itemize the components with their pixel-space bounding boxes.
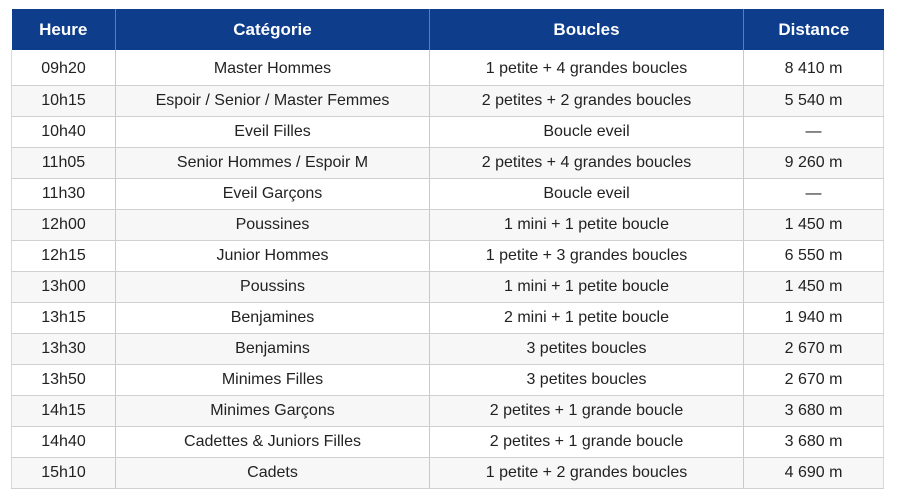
table-row (12, 117, 884, 148)
header-distance: Distance (744, 9, 884, 50)
cell-boucles: Boucle eveil (430, 179, 744, 210)
cell-distance: 3 680 m (744, 396, 884, 427)
table-row (12, 179, 884, 210)
cell-categorie: Poussins (116, 272, 430, 303)
cell-boucles: 2 petites + 4 grandes boucles (430, 148, 744, 179)
table-row (12, 241, 884, 272)
cell-boucles: 1 mini + 1 petite boucle (430, 210, 744, 241)
table-row (12, 50, 884, 86)
cell-categorie: Minimes Garçons (116, 396, 430, 427)
table-row (12, 396, 884, 427)
table-row (12, 334, 884, 365)
table-row (12, 86, 884, 117)
cell-categorie: Master Hommes (116, 50, 430, 86)
cell-categorie: Poussines (116, 210, 430, 241)
schedule-table (11, 9, 884, 489)
header-categorie: Catégorie (116, 9, 430, 50)
header-heure: Heure (12, 9, 116, 50)
table-row (12, 148, 884, 179)
cell-heure: 13h30 (12, 334, 116, 365)
cell-distance: — (744, 179, 884, 210)
table-row (12, 427, 884, 458)
cell-boucles: 1 mini + 1 petite boucle (430, 272, 744, 303)
cell-heure: 10h40 (12, 117, 116, 148)
cell-boucles: 2 mini + 1 petite boucle (430, 303, 744, 334)
cell-categorie: Minimes Filles (116, 365, 430, 396)
cell-distance: 1 450 m (744, 210, 884, 241)
cell-categorie: Junior Hommes (116, 241, 430, 272)
cell-heure: 14h40 (12, 427, 116, 458)
cell-heure: 12h00 (12, 210, 116, 241)
table-row (12, 303, 884, 334)
table-row (12, 272, 884, 303)
cell-distance: 2 670 m (744, 334, 884, 365)
cell-distance: 1 940 m (744, 303, 884, 334)
table-header (12, 9, 884, 50)
cell-heure: 11h05 (12, 148, 116, 179)
cell-heure: 12h15 (12, 241, 116, 272)
cell-boucles: 3 petites boucles (430, 334, 744, 365)
cell-categorie: Espoir / Senior / Master Femmes (116, 86, 430, 117)
cell-categorie: Benjamines (116, 303, 430, 334)
cell-heure: 13h15 (12, 303, 116, 334)
cell-categorie: Eveil Garçons (116, 179, 430, 210)
table-row (12, 458, 884, 489)
cell-distance: 9 260 m (744, 148, 884, 179)
schedule-table-container (11, 9, 883, 489)
cell-heure: 13h00 (12, 272, 116, 303)
cell-boucles: 1 petite + 3 grandes boucles (430, 241, 744, 272)
table-row (12, 365, 884, 396)
cell-boucles: 2 petites + 2 grandes boucles (430, 86, 744, 117)
cell-categorie: Benjamins (116, 334, 430, 365)
cell-heure: 11h30 (12, 179, 116, 210)
cell-distance: 3 680 m (744, 427, 884, 458)
cell-heure: 10h15 (12, 86, 116, 117)
cell-distance: — (744, 117, 884, 148)
header-boucles: Boucles (430, 9, 744, 50)
cell-boucles: 1 petite + 4 grandes boucles (430, 50, 744, 86)
cell-categorie: Senior Hommes / Espoir M (116, 148, 430, 179)
cell-heure: 14h15 (12, 396, 116, 427)
cell-boucles: 3 petites boucles (430, 365, 744, 396)
table-row (12, 210, 884, 241)
cell-distance: 1 450 m (744, 272, 884, 303)
cell-heure: 15h10 (12, 458, 116, 489)
cell-distance: 8 410 m (744, 50, 884, 86)
cell-distance: 4 690 m (744, 458, 884, 489)
cell-boucles: 1 petite + 2 grandes boucles (430, 458, 744, 489)
cell-heure: 09h20 (12, 50, 116, 86)
cell-boucles: Boucle eveil (430, 117, 744, 148)
cell-boucles: 2 petites + 1 grande boucle (430, 427, 744, 458)
cell-categorie: Cadets (116, 458, 430, 489)
cell-distance: 5 540 m (744, 86, 884, 117)
cell-distance: 6 550 m (744, 241, 884, 272)
cell-categorie: Cadettes & Juniors Filles (116, 427, 430, 458)
cell-boucles: 2 petites + 1 grande boucle (430, 396, 744, 427)
cell-categorie: Eveil Filles (116, 117, 430, 148)
header-row (12, 9, 884, 50)
cell-heure: 13h50 (12, 365, 116, 396)
cell-distance: 2 670 m (744, 365, 884, 396)
table-body (12, 50, 884, 489)
